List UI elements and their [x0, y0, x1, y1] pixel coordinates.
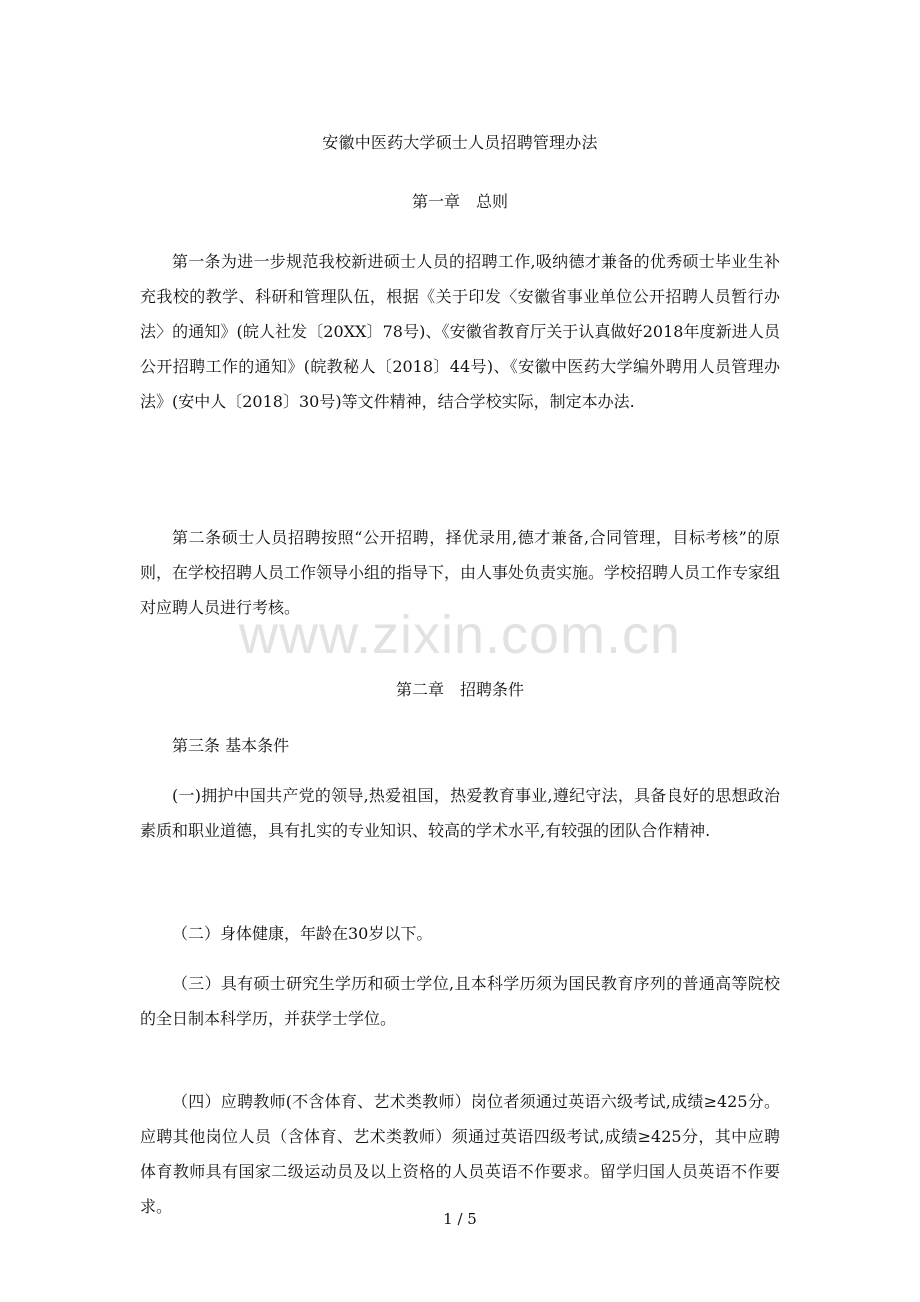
site-watermark: www.zixin.com.cn: [238, 605, 682, 665]
page-number: 1 / 5: [443, 1210, 477, 1228]
article-1-paragraph: 第一条为进一步规范我校新进硕士人员的招聘工作,吸纳德才兼备的优秀硕士毕业生补充我校的教学、科研和管理队伍，根据《关于印发〈安徽省事业单位公开招聘人员暂行办法〉的通知》(皖人社发〔20XX〕78号)、《安徽省教育厅关于认真做好2018年度新进人员公开招聘工作的通知》(皖教秘人〔2018〕44号)、《安徽中医药大学编外聘用人员管理办法》(安中人〔2018〕30号)等文件精神，结合学校实际，制定本办法.: [140, 252, 780, 411]
condition-item-1: (一)拥护中国共产党的领导,热爱祖国，热爱教育事业,遵纪守法，具备良好的思想政治素质和职业道德，具有扎实的专业知识、较高的学术水平,有较强的团队合作精神.: [140, 786, 780, 840]
condition-item-2: （二）身体健康，年龄在30岁以下。: [172, 924, 433, 943]
article-3-heading: 第三条 基本条件: [172, 736, 290, 755]
article-2-paragraph: 第二条硕士人员招聘按照“公开招聘，择优录用,德才兼备,合同管理，目标考核”的原则，在学校招聘人员工作领导小组的指导下，由人事处负责实施。学校招聘人员工作专家组对应聘人员进行考核。: [140, 528, 781, 617]
chapter-2-heading: 第二章 招聘条件: [395, 680, 524, 699]
chapter-1-heading: 第一章 总则: [411, 192, 508, 211]
condition-item-3: （三）具有硕士研究生学历和硕士学位,且本科学历须为国民教育序列的普通高等院校的全日制本科学历，并获学士学位。: [140, 974, 780, 1028]
document-title: 安徽中医药大学硕士人员招聘管理办法: [322, 133, 598, 152]
condition-item-4: （四）应聘教师(不含体育、艺术类教师）岗位者须通过英语六级考试,成绩≥425分。应聘其他岗位人员（含体育、艺术类教师）须通过英语四级考试,成绩≥425分，其中应聘体育教师具有国家二级运动员及以上资格的人员英语不作要求。留学归国人员英语不作要求。: [140, 1092, 780, 1216]
